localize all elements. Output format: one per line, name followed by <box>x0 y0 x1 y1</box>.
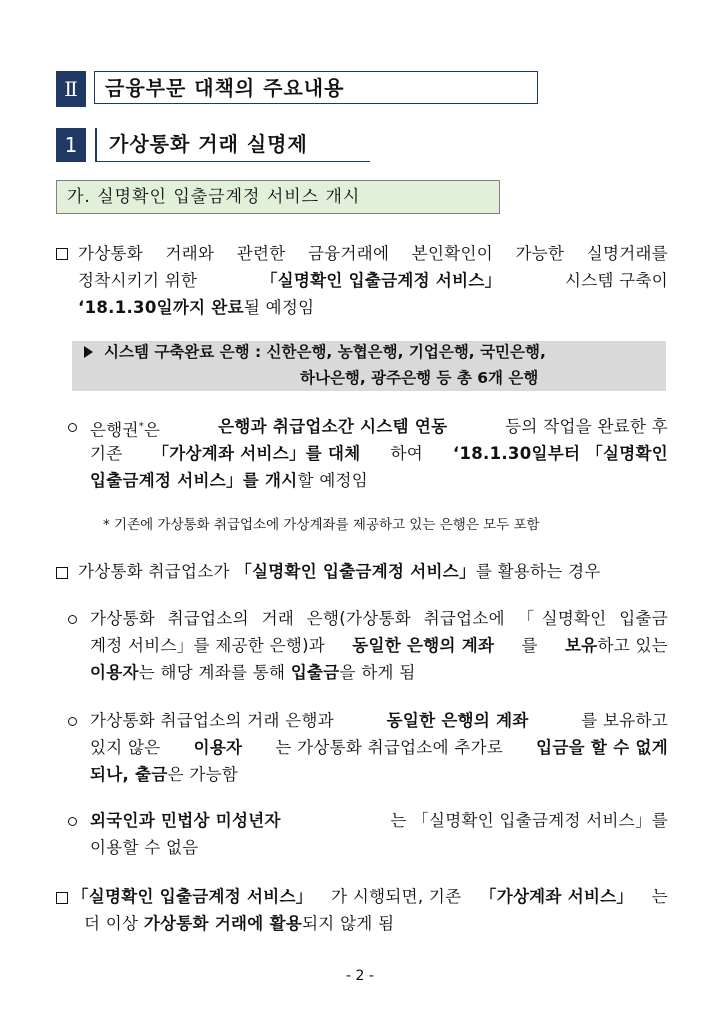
square-bullet-icon <box>56 248 68 260</box>
section-1-title: 가상통화 거래 실명제 <box>95 128 370 162</box>
bank-list-line2: 하나은행, 광주은행 등 총 6개 은행 <box>300 369 539 387</box>
para3-line2-b: 가상통화 거래에 활용 <box>143 914 303 933</box>
subsection-ga-title: 가. 실명확인 입출금계정 서비스 개시 <box>56 180 500 214</box>
section-ii-numeral: Ⅱ <box>56 71 86 107</box>
section-1-number: 1 <box>56 128 86 162</box>
bank-list-line1: 시스템 구축완료 은행 : 신한은행, 농협은행, 기업은행, 국민은행, <box>104 343 546 361</box>
bullet3-line3 <box>90 764 238 786</box>
para3-line2-c: 되지 않게 됨 <box>302 914 395 933</box>
circle-bullet-icon <box>68 817 77 826</box>
circle-bullet-icon <box>68 615 77 624</box>
para3-line2-a: 더 이상 <box>84 914 144 933</box>
bullet1-footnote: * 기존에 가상통화 취급업소에 가상계좌를 제공하고 있는 은행은 모두 포함 <box>103 517 540 533</box>
bullet2-line2-e: 하고 있는 <box>597 636 668 655</box>
para1-line2-c: 시스템 구축이 <box>565 271 668 290</box>
para3-line1 <box>72 886 668 908</box>
bullet3-line2-c: 는 가상통화 취급업소에 추가로 <box>275 738 504 757</box>
para3-line1-d: 는 <box>651 887 668 906</box>
bullet4-line2: 이용할 수 없음 <box>90 838 199 857</box>
bullet2-line2-a: 계정 서비스」를 제공한 은행)과 <box>90 636 326 655</box>
bullet1-line2-d: ‘18.1.30일부터 「실명확인 <box>452 444 668 463</box>
bullet3-line2 <box>90 737 668 759</box>
bullet2-line3 <box>90 662 416 684</box>
circle-bullet-icon <box>68 423 77 432</box>
bullet2-line2-d: 보유 <box>564 636 598 655</box>
bullet1-footnote-mark: * <box>138 421 145 432</box>
bullet3-line3-b: 은 가능함 <box>167 765 239 784</box>
bullet1-line3-b: 할 예정임 <box>297 471 369 490</box>
bullet2-line2 <box>90 635 668 657</box>
para3-line1-a: 「실명확인 입출금계정 서비스」 <box>72 887 313 906</box>
circle-bullet-icon <box>68 717 77 726</box>
para2-line1-b: 「실명확인 입출금계정 서비스」 <box>235 562 476 581</box>
para1-line3-a: ‘18.1.30일까지 완료 <box>78 298 244 317</box>
page-number: - 2 - <box>346 968 374 984</box>
bullet2-line3-c: 입출금 <box>290 663 340 682</box>
bullet4-line1 <box>90 810 668 832</box>
bullet3-line1-b: 동일한 은행의 계좌 <box>386 711 529 730</box>
bullet2-line3-d: 을 하게 됨 <box>339 663 416 682</box>
bullet1-line1-d: 등의 작업을 완료한 후 <box>505 417 668 436</box>
para2-line1-c: 를 활용하는 경우 <box>475 562 601 581</box>
para1-line3-b: 될 예정임 <box>243 298 315 317</box>
bullet2-line2-c: 를 <box>521 636 538 655</box>
bullet1-line1-b: 은 <box>144 420 161 440</box>
para3-line2 <box>84 913 394 935</box>
bullet1-line2 <box>90 443 668 465</box>
bullet2-line3-b: 는 해당 계좌를 통해 <box>138 663 291 682</box>
bullet1-line3-a: 입출금계정 서비스」를 개시 <box>90 471 298 490</box>
bullet2-line1: 가상통화 취급업소의 거래 은행(가상통화 취급업소에 「실명확인 입출금 <box>90 609 668 628</box>
square-bullet-icon <box>56 892 68 904</box>
bullet1-line1-a: 은행권 <box>90 420 139 440</box>
section-ii-title: 금융부문 대책의 주요내용 <box>94 71 538 104</box>
para1-line2-a: 정착시키기 위한 <box>78 271 198 290</box>
bullet4-line1-a: 외국인과 민법상 미성년자 <box>90 811 281 830</box>
bullet3-line2-d: 입금을 할 수 없게 <box>536 738 668 757</box>
para1-line3 <box>78 297 314 319</box>
bullet1-line1 <box>90 416 668 442</box>
bullet2-line2-b: 동일한 은행의 계좌 <box>352 636 495 655</box>
bullet3-line2-b: 이용자 <box>193 738 243 757</box>
bullet1-line1-c: 은행과 취급업소간 시스템 연동 <box>218 417 448 436</box>
para3-line1-c: 「가상계좌 서비스」 <box>479 887 634 906</box>
para2-line1 <box>78 561 601 583</box>
para1-line2 <box>78 270 668 292</box>
bullet1-line3 <box>90 470 368 492</box>
bullet1-line2-c: 하여 <box>390 444 423 463</box>
bullet4-line1-b: 는 「실명확인 입출금계정 서비스」를 <box>390 811 668 830</box>
para1-line2-b: 「실명확인 입출금계정 서비스」 <box>260 271 502 290</box>
bullet3-line2-a: 있지 않은 <box>90 738 161 757</box>
triangle-bullet-icon <box>84 346 93 358</box>
para1-line1: 가상통화 거래와 관련한 금융거래에 본인확인이 가능한 실명거래를 <box>78 244 668 263</box>
bullet1-line2-a: 기존 <box>90 444 123 463</box>
bullet3-line1-a: 가상통화 취급업소의 거래 은행과 <box>90 711 334 730</box>
bullet2-line3-a: 이용자 <box>90 663 139 682</box>
para2-line1-a: 가상통화 취급업소가 <box>78 562 236 581</box>
square-bullet-icon <box>56 567 68 579</box>
para3-line1-b: 가 시행되면, 기존 <box>331 887 462 906</box>
bullet3-line3-a: 되나, 출금 <box>90 765 168 784</box>
bullet3-line1 <box>90 710 668 732</box>
bullet3-line1-c: 를 보유하고 <box>581 711 668 730</box>
bullet1-line2-b: 「가상계좌 서비스」를 대체 <box>152 444 361 463</box>
